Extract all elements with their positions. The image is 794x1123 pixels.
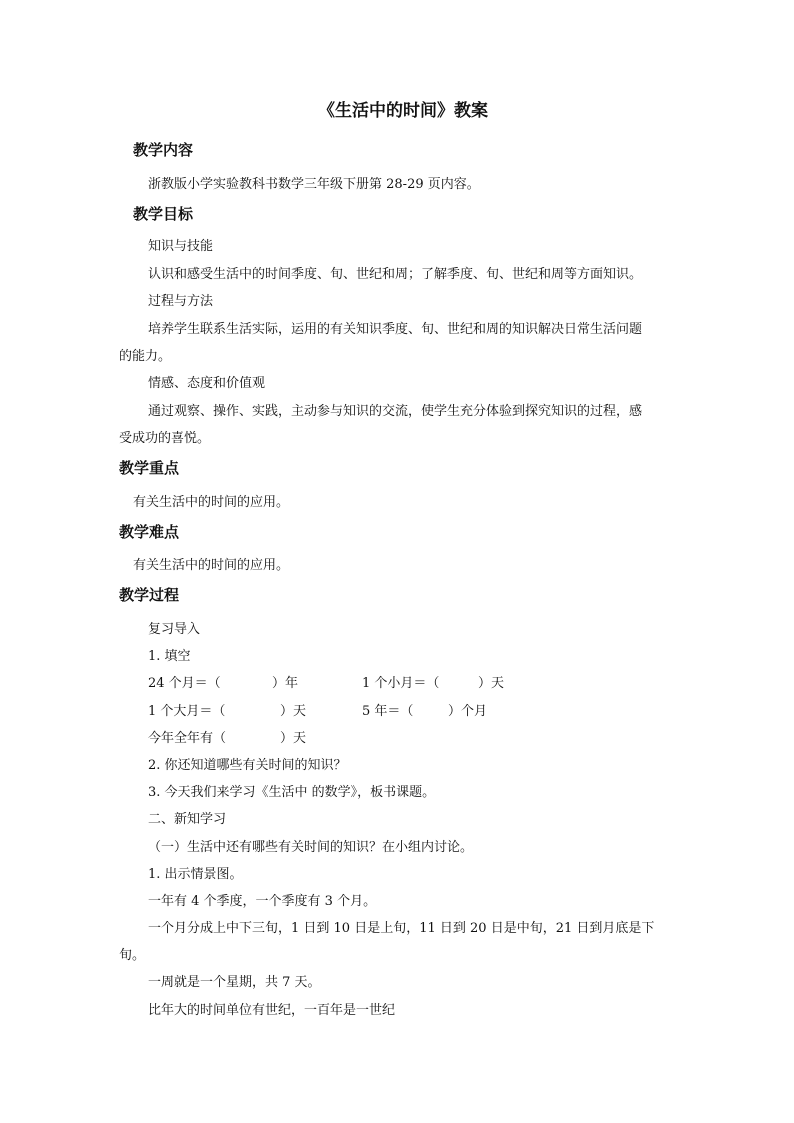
goal-text-emotion-line1: 通过观察、操作、实践，主动参与知识的交流，使学生充分体验到探究知识的过程，感 (148, 404, 643, 419)
heading-teaching-goals: 教学目标 (133, 205, 194, 223)
fill-big-month-right: ）天 (280, 704, 307, 719)
teaching-content-text: 浙教版小学实验教科书数学三年级下册第 28-29 页内容。 (148, 177, 480, 192)
heading-difficulty: 教学难点 (119, 523, 180, 541)
process-question-3: 3. 今天我们来学习《生活中 的数学》，板书课题。 (148, 785, 436, 800)
process-review: 复习导入 (148, 622, 201, 637)
goal-subheading-process: 过程与方法 (148, 294, 214, 309)
key-point-text: 有关生活中的时间的应用。 (133, 495, 290, 510)
fill-24-months-left: 24 个月＝（ (148, 676, 221, 691)
goal-text-process-line1: 培养学生联系生活实际，运用的有关知识季度、旬、世纪和周的知识解决日常生活问题 (148, 322, 643, 337)
goal-subheading-knowledge: 知识与技能 (148, 239, 214, 254)
process-year-quarters: 一年有 4 个季度，一个季度有 3 个月。 (148, 894, 377, 909)
process-month-line1: 一个月分成上中下三旬，1 日到 10 日是上旬，11 日到 20 日是中旬，21 日到月底是下 (148, 921, 655, 936)
goal-text-knowledge: 认识和感受生活中的时间季度、旬、世纪和周；了解季度、旬、世纪和周等方面知识。 (148, 267, 643, 282)
goal-subheading-emotion: 情感、态度和价值观 (148, 376, 266, 391)
process-week: 一周就是一个星期，共 7 天。 (148, 975, 321, 990)
process-fill-blank: 1. 填空 (148, 649, 191, 664)
process-century: 比年大的时间单位有世纪，一百年是一世纪 (148, 1003, 396, 1018)
process-new-learning: 二、新知学习 (148, 812, 227, 827)
heading-teaching-content: 教学内容 (133, 141, 194, 159)
process-show-scene: 1. 出示情景图。 (148, 867, 243, 882)
process-subsection-1: （一）生活中还有哪些有关时间的知识？在小组内讨论。 (148, 840, 474, 855)
fill-big-month-left: 1 个大月＝（ (148, 704, 226, 719)
heading-key-point: 教学重点 (119, 459, 180, 477)
fill-this-year-left: 今年全年有（ (148, 731, 227, 746)
fill-5-years-right: ）个月 (448, 704, 488, 719)
heading-teaching-process: 教学过程 (119, 586, 180, 604)
fill-small-month-right: ）天 (478, 676, 505, 691)
process-month-line2: 旬。 (119, 948, 146, 963)
goal-text-process-line2: 的能力。 (119, 349, 172, 364)
process-question-2: 2. 你还知道哪些有关时间的知识？ (148, 758, 347, 773)
fill-small-month-left: 1 个小月＝（ (362, 676, 440, 691)
document-title: 《生活中的时间》教案 (318, 101, 488, 121)
fill-24-months-right: ）年 (272, 676, 299, 691)
fill-this-year-right: ）天 (280, 731, 307, 746)
goal-text-emotion-line2: 受成功的喜悦。 (119, 431, 211, 446)
fill-5-years-left: 5 年＝（ (362, 704, 414, 719)
difficulty-text: 有关生活中的时间的应用。 (133, 558, 290, 573)
